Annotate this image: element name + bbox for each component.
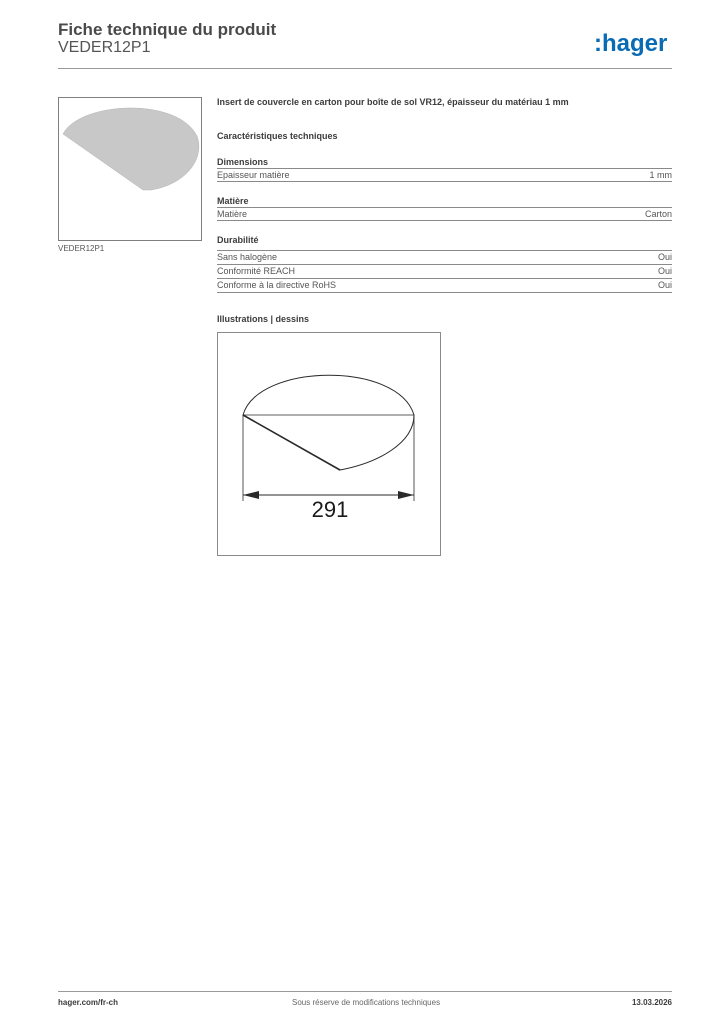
product-description: Insert de couvercle en carton pour boîte de sol VR12, épaisseur du matériau 1 mm	[217, 97, 569, 107]
spec-value: Oui	[657, 266, 672, 276]
technical-drawing	[217, 332, 441, 556]
spec-label: Sans halogène	[217, 252, 278, 262]
spec-label: Conformité REACH	[217, 266, 296, 276]
hager-logo	[594, 30, 676, 58]
dimension-arrow-right	[398, 491, 414, 499]
spec-label: Epaisseur matière	[217, 169, 290, 180]
logo-text: :hager	[594, 30, 668, 57]
spec-label: Conforme à la directive RoHS	[217, 280, 337, 290]
spec-label: Matière	[217, 208, 248, 219]
spec-row	[217, 168, 672, 182]
product-reference: VEDER12P1	[58, 39, 151, 56]
spec-value: 1 mm	[649, 169, 672, 180]
dimension-arrow-left	[243, 491, 259, 499]
footer-notice: Sous réserve de modifications techniques	[292, 998, 441, 1007]
product-thumbnail	[58, 97, 202, 241]
characteristics-title: Caractéristiques techniques	[217, 131, 338, 141]
footer-divider	[58, 991, 672, 992]
header-divider	[58, 68, 672, 69]
spec-row	[217, 278, 672, 293]
spec-group-material: Matière	[217, 196, 249, 206]
spec-group-dimensions: Dimensions	[217, 157, 269, 167]
footer-date: 13.03.2026	[631, 998, 672, 1007]
spec-value: Oui	[657, 252, 672, 262]
spec-value: Carton	[644, 208, 672, 219]
shape-cut-edge	[243, 415, 340, 470]
dimension-value: 291	[311, 497, 349, 522]
product-shape-image	[59, 98, 201, 240]
illustrations-title: Illustrations | dessins	[217, 314, 310, 324]
spec-group-durability: Durabilité	[217, 235, 259, 245]
spec-row	[217, 207, 672, 221]
footer-website[interactable]: hager.com/fr-ch	[58, 998, 119, 1007]
spec-row	[217, 264, 672, 278]
document-title: Fiche technique du produit	[58, 20, 277, 39]
spec-row	[217, 250, 672, 264]
shape-outline	[243, 375, 414, 470]
spec-value: Oui	[657, 280, 672, 290]
thumbnail-caption: VEDER12P1	[58, 244, 105, 253]
dimension-drawing	[218, 333, 440, 555]
